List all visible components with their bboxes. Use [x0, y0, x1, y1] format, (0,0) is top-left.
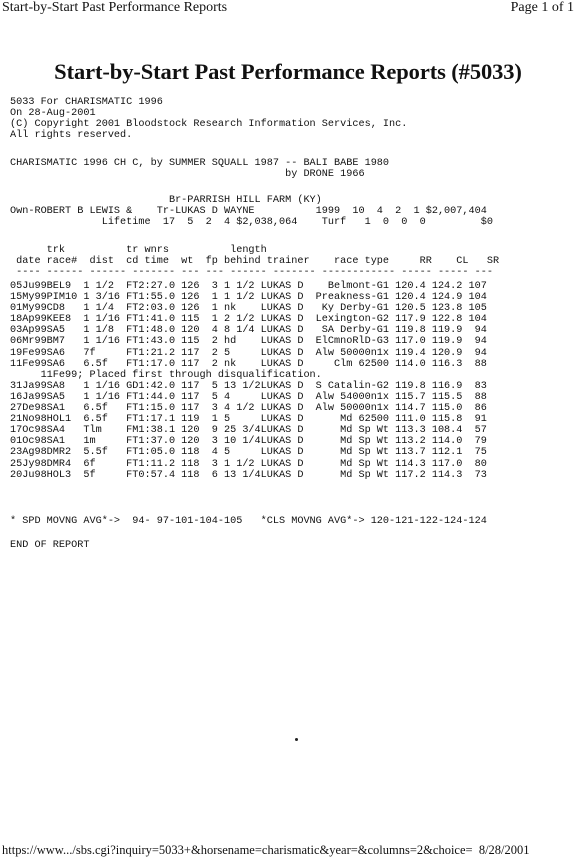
meta-line: 5033 For CHARISMATIC 1996 [10, 97, 163, 108]
race-row: 18Ap99KEE8 1 1/16 FT1:41.0 115 1 2 1/2 LUKAS D Lexington-G2 117.9 122.8 104 [10, 314, 487, 326]
meta-line: On 28-Aug-2001 [10, 108, 96, 120]
race-row: 19Fe99SA6 7f FT1:21.2 117 2 5 LUKAS D Alw 50000n1x 119.4 120.9 94 [10, 347, 487, 359]
column-header-rule: ---- ------ ------ ------- --- --- ------ ------- ------------ ----- ----- --- [10, 267, 493, 279]
print-footer-date: 8/28/2001 [478, 843, 530, 857]
race-row: 06Mr99BM7 1 1/16 FT1:43.0 115 2 hd LUKAS D ElCmnoRlD-G3 117.0 119.9 94 [10, 336, 487, 348]
report-title: Start-by-Start Past Performance Reports (#5033) [54, 59, 522, 84]
race-row: 15My99PIM10 1 3/16 FT1:55.0 126 1 1 1/2 LUKAS D Preakness-G1 120.4 124.9 104 [10, 292, 487, 304]
report-meta-block [10, 97, 407, 141]
print-footer-url[interactable]: https://www.../sbs.cgi?inquiry=5033+&horsename=charismatic&year=&columns=2&choice= [2, 843, 473, 857]
print-footer [2, 843, 530, 858]
race-row: 21No98HOL1 6.5f FT1:17.1 119 1 5 LUKAS D Md 62500 111.0 115.8 91 [10, 414, 487, 426]
race-row: 11Fe99SA6 6.5f FT1:17.0 117 2 nk LUKAS D Clm 62500 114.0 116.3 88 [10, 358, 487, 370]
column-header-line: trk tr wnrs length [10, 245, 267, 256]
race-note: 11Fe99; Placed first through disqualification. [10, 369, 322, 381]
race-row: 25Jy98DMR4 6f FT1:11.2 118 3 1 1/2 LUKAS D Md Sp Wt 114.3 117.0 80 [10, 458, 487, 470]
race-row: 31Ja99SA8 1 1/16 GD1:42.0 117 5 13 1/2LUKAS D S Catalin-G2 119.8 116.9 83 [10, 380, 487, 392]
pedigree-block [10, 158, 389, 180]
race-rows-block [10, 281, 487, 481]
race-row: 27De98SA1 6.5f FT1:15.0 117 3 4 1/2 LUKAS D Alw 50000n1x 114.7 115.0 86 [10, 403, 487, 415]
print-header-title: Start-by-Start Past Performance Reports [2, 0, 228, 15]
moving-averages-line: * SPD MOVNG AVG*-> 94- 97-101-104-105 *CLS MOVNG AVG*-> 120-121-122-124-124 [10, 516, 487, 527]
race-row: 16Ja99SA5 1 1/16 FT1:44.0 117 5 4 LUKAS D Alw 54000n1x 115.7 115.5 88 [10, 391, 487, 403]
pedigree-line: by DRONE 1966 [10, 169, 365, 181]
race-row: 01Oc98SA1 1m FT1:37.0 120 3 10 1/4LUKAS D Md Sp Wt 113.2 114.0 79 [10, 436, 487, 448]
owner-trainer-line: Own-ROBERT B LEWIS & Tr-LUKAS D WAYNE 1999 10 4 2 1 $2,007,404 [10, 206, 487, 218]
pedigree-line: CHARISMATIC 1996 CH C, by SUMMER SQUALL 1987 -- BALI BABE 1980 [10, 158, 390, 169]
stray-dot [295, 738, 298, 741]
race-row: 17Oc98SA4 Tlm FM1:38.1 120 9 25 3/4LUKAS D Md Sp Wt 113.3 108.4 57 [10, 425, 487, 437]
column-header-block [10, 245, 499, 278]
meta-line: All rights reserved. [10, 130, 133, 142]
meta-line: (C) Copyright 2001 Bloodstock Research Information Services, Inc. [10, 119, 408, 131]
end-of-report: END OF REPORT [10, 540, 90, 551]
print-header-page-number: Page 1 of 1 [510, 0, 574, 15]
breeder-line: Br-PARRISH HILL FARM (KY) [10, 195, 322, 206]
race-row: 01My99CD8 1 1/4 FT2:03.0 126 1 nk LUKAS D Ky Derby-G1 120.5 123.8 105 [10, 303, 487, 315]
race-row: 05Ju99BEL9 1 1/2 FT2:27.0 126 3 1 1/2 LUKAS D Belmont-G1 120.4 124.2 107 [10, 281, 487, 292]
column-header-line: date race# dist cd time wt fp behind trainer race type RR CL SR [10, 256, 500, 268]
race-row: 23Ag98DMR2 5.5f FT1:05.0 118 4 5 LUKAS D Md Sp Wt 113.7 112.1 75 [10, 447, 487, 459]
race-row: 03Ap99SA5 1 1/8 FT1:48.0 120 4 8 1/4 LUKAS D SA Derby-G1 119.8 119.9 94 [10, 325, 487, 337]
race-row: 20Ju98HOL3 5f FT0:57.4 118 6 13 1/4LUKAS D Md Sp Wt 117.2 114.3 73 [10, 469, 487, 481]
owner-breeder-block [10, 195, 493, 228]
lifetime-line: Lifetime 17 5 2 4 $2,038,064 Turf 1 0 0 0 $0 [10, 217, 493, 229]
